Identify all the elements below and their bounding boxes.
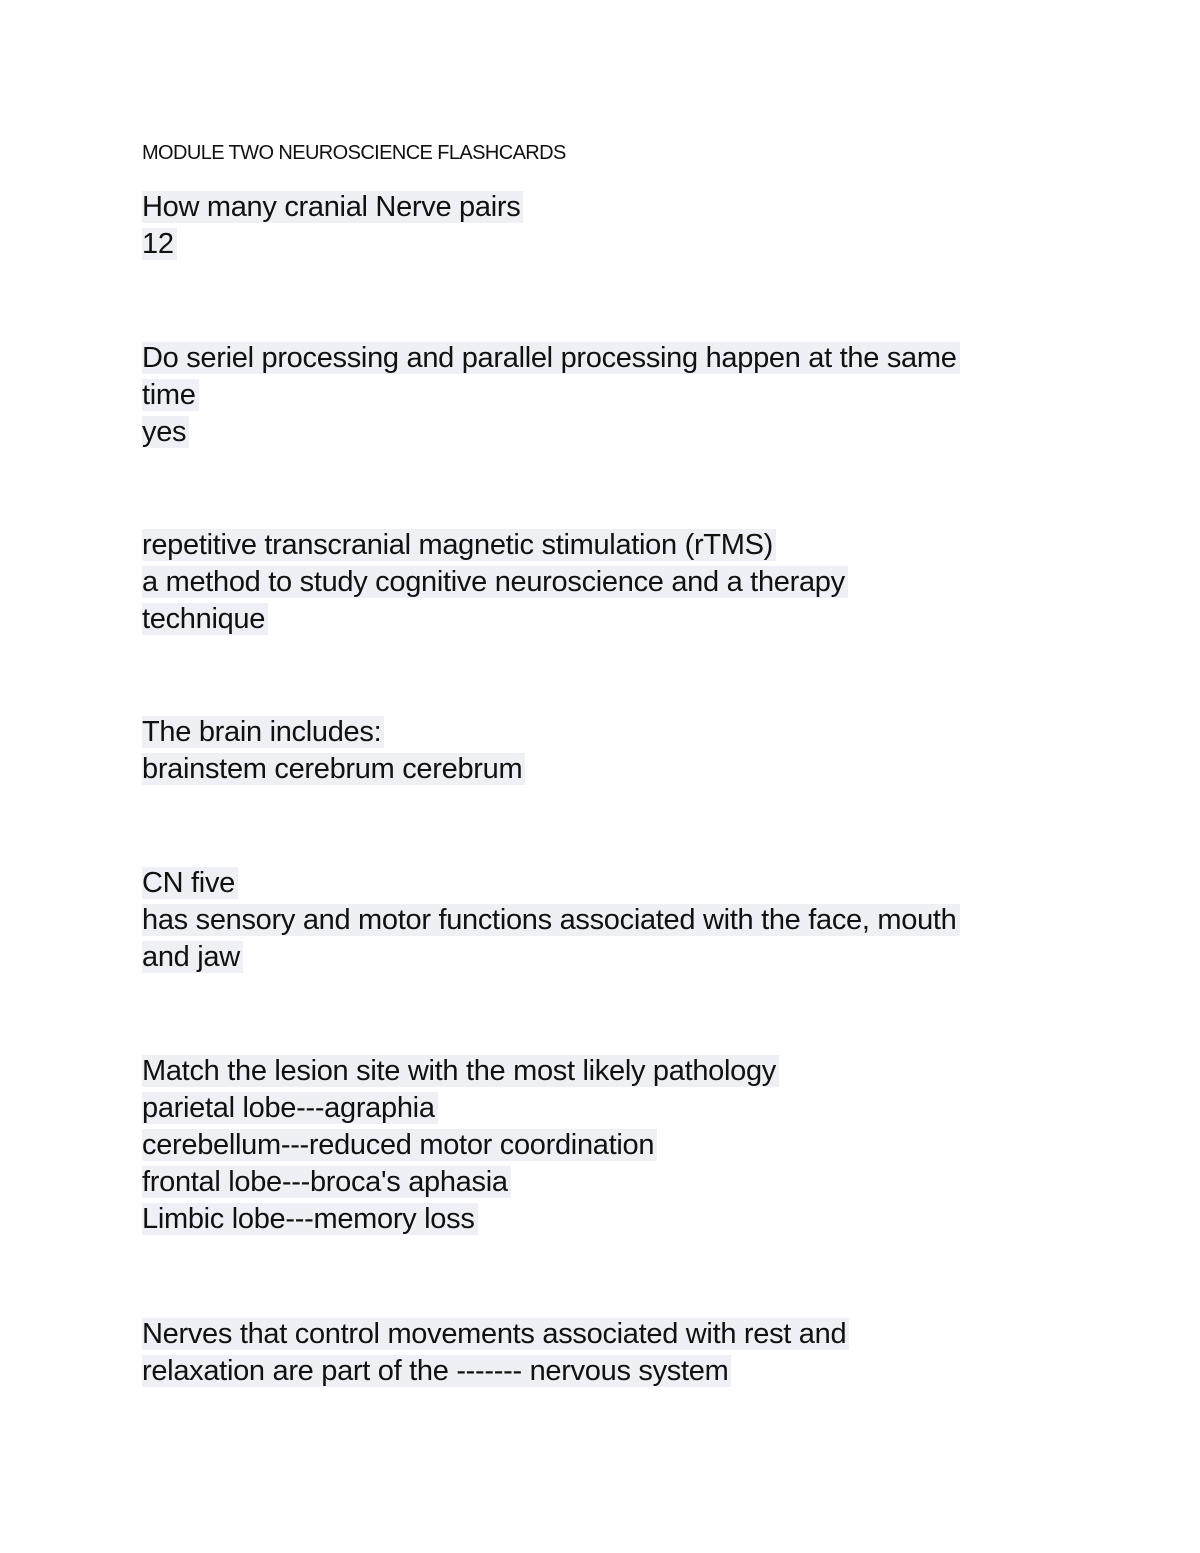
flashcard-answer-continued: and jaw <box>142 941 243 973</box>
flashcard-answer-item: frontal lobe---broca's aphasia <box>142 1166 511 1198</box>
flashcard-question: CN five <box>142 867 238 899</box>
flashcard-nervous-system <box>142 1316 849 1390</box>
flashcard-question: Match the lesion site with the most likely pathology <box>142 1055 779 1087</box>
flashcard-processing <box>142 340 960 451</box>
document-title: MODULE TWO NEUROSCIENCE FLASHCARDS <box>142 142 566 164</box>
flashcard-cn-five <box>142 865 960 976</box>
flashcard-answer-item: cerebellum---reduced motor coordination <box>142 1129 657 1161</box>
flashcard-answer: brainstem cerebrum cerebrum <box>142 753 525 785</box>
flashcard-question: repetitive transcranial magnetic stimulation (rTMS) <box>142 529 776 561</box>
flashcard-answer: a method to study cognitive neuroscience and a therapy <box>142 566 848 598</box>
flashcard-answer-item: parietal lobe---agraphia <box>142 1092 438 1124</box>
flashcard-cranial-nerves <box>142 189 523 263</box>
flashcard-answer-continued: technique <box>142 603 268 635</box>
flashcard-question: How many cranial Nerve pairs <box>142 191 523 223</box>
flashcard-answer-item: Limbic lobe---memory loss <box>142 1203 478 1235</box>
flashcard-question: The brain includes: <box>142 716 384 748</box>
flashcard-question-continued: relaxation are part of the ------- nervous system <box>142 1355 731 1387</box>
flashcard-lesion-site <box>142 1053 779 1238</box>
flashcard-question: Do seriel processing and parallel processing happen at the same <box>142 342 960 374</box>
flashcard-rtms <box>142 527 848 638</box>
flashcard-question-continued: time <box>142 379 199 411</box>
flashcard-brain-includes <box>142 714 525 788</box>
flashcard-answer: has sensory and motor functions associated with the face, mouth <box>142 904 960 936</box>
flashcard-answer: yes <box>142 416 189 448</box>
flashcard-question: Nerves that control movements associated with rest and <box>142 1318 849 1350</box>
flashcard-answer: 12 <box>142 228 177 260</box>
